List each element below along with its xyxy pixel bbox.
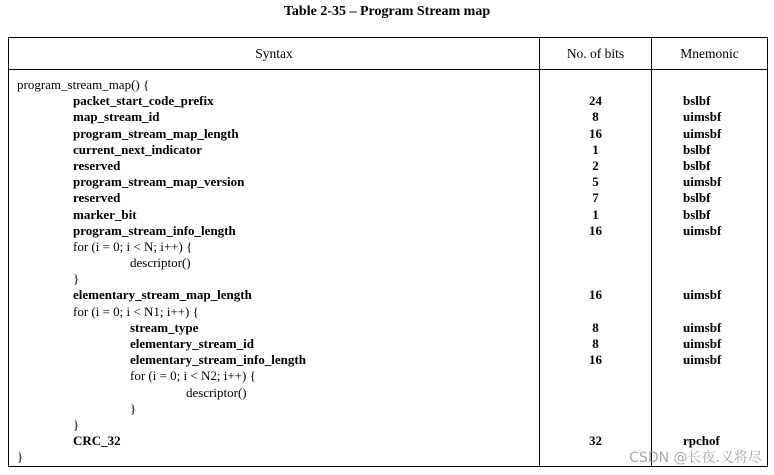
mnemonic-value: uimsbf (683, 287, 722, 303)
bits-value (540, 77, 651, 93)
mnemonic-value: uimsbf (683, 319, 722, 335)
bits-value: 16 (589, 125, 602, 141)
bits-value: 1 (592, 141, 599, 157)
mnemonic-value (652, 271, 767, 287)
syntax-line: current_next_indicator (73, 141, 203, 157)
mnemonic-value: uimsbf (683, 336, 722, 351)
bits-value: 32 (589, 433, 602, 449)
syntax-line: stream_type (130, 319, 199, 335)
syntax-line: elementary_stream_info_length (130, 352, 306, 368)
mnemonic-value: rpchof (683, 433, 720, 449)
syntax-column (9, 70, 540, 467)
bits-value (540, 255, 651, 271)
mnemonic-value (652, 401, 767, 417)
syntax-line: descriptor() (186, 384, 247, 400)
mnemonic-value: uimsbf (683, 125, 722, 141)
mnemonic-value: uimsbf (683, 109, 722, 125)
mnemonic-value (652, 304, 767, 320)
bits-value (540, 368, 651, 384)
syntax-line: } (73, 271, 80, 287)
syntax-line: program_stream_info_length (73, 222, 236, 238)
mnemonic-value: bslbf (683, 157, 711, 173)
bits-value: 8 (592, 109, 599, 125)
syntax-line: reserved (73, 157, 121, 173)
mnemonic-column (652, 70, 768, 467)
syntax-line: reserved (73, 190, 121, 206)
bits-value: 8 (592, 336, 599, 351)
syntax-line: marker_bit (73, 206, 137, 222)
mnemonic-value: uimsbf (683, 174, 722, 190)
bits-value (540, 401, 651, 417)
mnemonic-value: uimsbf (683, 222, 722, 238)
bits-value: 2 (592, 157, 599, 173)
mnemonic-value: bslbf (683, 206, 711, 222)
watermark: CSDN @长夜.义将尽 (629, 450, 762, 466)
table-header-row (9, 38, 768, 70)
syntax-header: Syntax (9, 38, 540, 70)
table-body-row (9, 70, 768, 467)
bits-value (540, 239, 651, 255)
syntax-line: for (i = 0; i < N1; i++) { (73, 303, 199, 319)
bits-value: 16 (589, 287, 602, 303)
bits-value: 5 (592, 174, 599, 190)
syntax-line: program_stream_map_version (73, 174, 245, 190)
bits-value (540, 304, 651, 320)
program-stream-map-table (8, 37, 768, 467)
bits-value (540, 385, 651, 401)
syntax-line: elementary_stream_id (130, 336, 254, 351)
syntax-line: } (130, 400, 137, 416)
mnemonic-value: bslbf (683, 141, 711, 157)
mnemonic-value: bslbf (683, 190, 711, 206)
mnemonic-value (652, 77, 767, 93)
syntax-line: for (i = 0; i < N; i++) { (73, 238, 193, 254)
syntax-line: program_stream_map() { (17, 77, 150, 92)
mnemonic-value: uimsbf (683, 352, 722, 368)
syntax-line: } (73, 416, 80, 432)
bits-value (540, 417, 651, 433)
bits-value: 7 (592, 190, 599, 206)
mnemonic-value (652, 239, 767, 255)
syntax-line: packet_start_code_prefix (73, 93, 214, 109)
mnemonic-value: bslbf (683, 93, 711, 109)
mnemonic-header: Mnemonic (652, 38, 768, 70)
bits-value: 8 (592, 319, 599, 335)
bits-value: 16 (589, 222, 602, 238)
bits-value: 16 (589, 352, 602, 368)
bits-header: No. of bits (540, 38, 652, 70)
mnemonic-value (652, 368, 767, 384)
mnemonic-value (652, 385, 767, 401)
bits-column (540, 70, 652, 467)
bits-value: 24 (589, 93, 602, 109)
syntax-line: for (i = 0; i < N2; i++) { (130, 368, 256, 384)
bits-value: 1 (592, 206, 599, 222)
mnemonic-value (652, 417, 767, 433)
table-title: Table 2-35 – Program Stream map (283, 4, 491, 19)
syntax-line: map_stream_id (73, 109, 160, 125)
bits-value (540, 271, 651, 287)
syntax-line: } (17, 449, 24, 465)
syntax-line: program_stream_map_length (73, 125, 239, 141)
syntax-line: elementary_stream_map_length (73, 287, 252, 303)
syntax-line: CRC_32 (73, 433, 121, 449)
syntax-line: descriptor() (130, 255, 191, 271)
mnemonic-value (652, 255, 767, 271)
